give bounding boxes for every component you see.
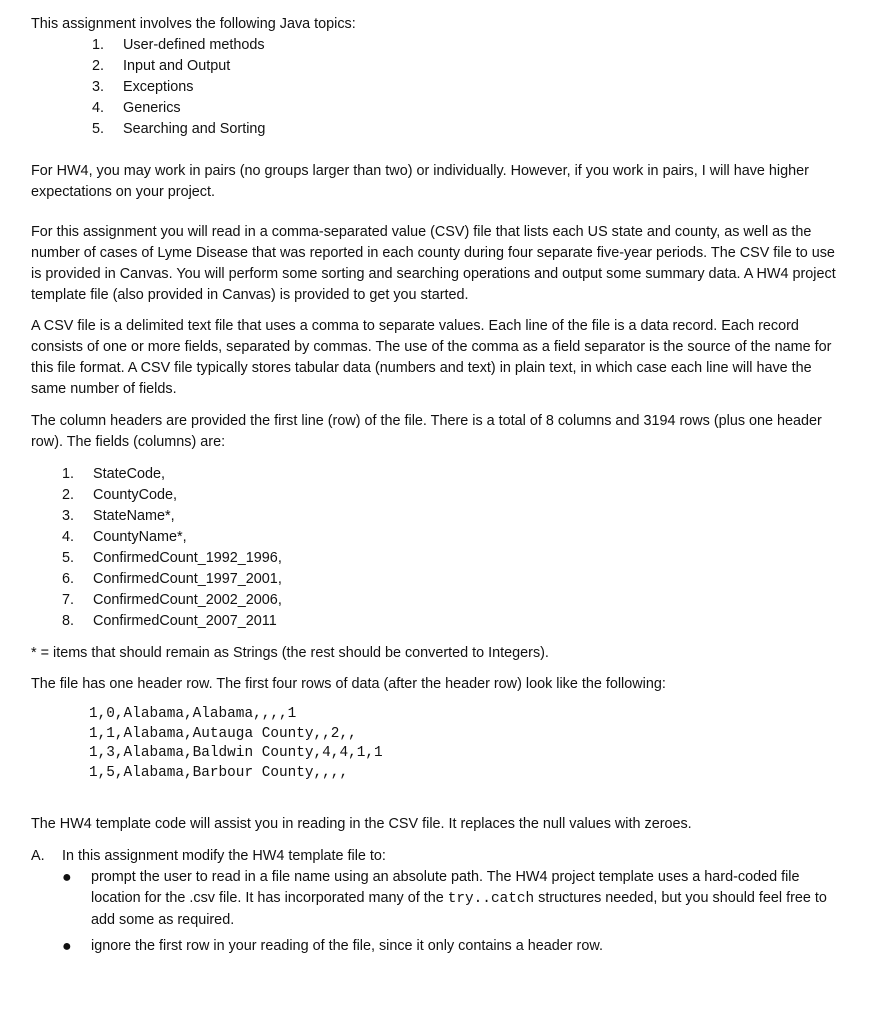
list-item: [62, 548, 848, 569]
list-number: 6.: [62, 571, 75, 587]
field-label: ConfirmedCount_1992_1996,: [93, 550, 282, 566]
field-label: StateName*,: [93, 508, 175, 524]
list-number: 2.: [92, 58, 105, 74]
task-letter: A.: [31, 848, 45, 864]
list-item-label: Generics: [123, 100, 181, 116]
list-item: [92, 119, 848, 140]
strings-note: * = items that should remain as Strings (the rest should be converted to Integers).: [31, 645, 549, 661]
list-number: 8.: [62, 613, 75, 629]
list-number: 5.: [62, 550, 75, 566]
field-label: ConfirmedCount_1997_2001,: [93, 571, 282, 587]
list-item: [62, 569, 848, 590]
field-label: CountyName*,: [93, 529, 187, 545]
header-row-paragraph: The file has one header row. The first four rows of data (after the header row) look like the following:: [31, 676, 666, 692]
sample-data-block: [89, 705, 848, 783]
field-label: StateCode,: [93, 466, 166, 482]
sample-row: 1,3,Alabama,Baldwin County,4,4,1,1: [89, 745, 383, 761]
pairs-paragraph: For HW4, you may work in pairs (no groups larger than two) or individually. However, if you work in pairs, I will have higher expectations on your project.: [31, 163, 809, 200]
list-item: [62, 506, 848, 527]
list-item: [92, 77, 848, 98]
list-number: 3.: [92, 79, 105, 95]
bullet-text: prompt the user to read in a file name using an absolute path. The HW4 project template uses a hard-coded file location for the .csv file. It has incorporated many of the try..catch structures needed, but you should feel free to add some as required.: [91, 869, 827, 928]
list-number: 7.: [62, 592, 75, 608]
list-item: [62, 527, 848, 548]
field-label: CountyCode,: [93, 487, 177, 503]
bullet-icon: ●: [62, 869, 72, 886]
sample-row: 1,0,Alabama,Alabama,,,,1: [89, 706, 297, 722]
list-item: [62, 936, 848, 957]
list-item: [92, 56, 848, 77]
template-paragraph: The HW4 template code will assist you in reading in the CSV file. It replaces the null values with zeroes.: [31, 816, 692, 832]
task-label: In this assignment modify the HW4 template file to:: [62, 848, 386, 864]
inline-code: try..catch: [447, 891, 535, 907]
headers-paragraph: The column headers are provided the first line (row) of the file. There is a total of 8 columns and 3194 rows (plus one header row). The fields (columns) are:: [31, 413, 822, 450]
list-item: [62, 590, 848, 611]
sample-row: 1,5,Alabama,Barbour County,,,,: [89, 764, 349, 781]
list-item: [92, 35, 848, 56]
list-item-label: Exceptions: [123, 79, 194, 95]
list-item: [62, 611, 848, 632]
list-item-label: Input and Output: [123, 58, 231, 74]
list-item-label: User-defined methods: [123, 37, 265, 53]
field-label: ConfirmedCount_2002_2006,: [93, 592, 282, 608]
topics-list: [31, 35, 848, 140]
list-item: [62, 464, 848, 485]
task-a: [31, 846, 848, 867]
task-bullets: [31, 867, 848, 957]
list-item: [62, 867, 848, 931]
bullet-icon: ●: [62, 938, 72, 955]
list-number: 1.: [92, 37, 105, 53]
list-number: 2.: [62, 487, 75, 503]
list-item: [62, 485, 848, 506]
intro-text: This assignment involves the following Java topics:: [31, 16, 356, 32]
list-number: 1.: [62, 466, 75, 482]
list-number: 4.: [92, 100, 105, 116]
bullet-text: ignore the first row in your reading of the file, since it only contains a header row.: [91, 938, 603, 954]
list-item: [92, 98, 848, 119]
list-number: 4.: [62, 529, 75, 545]
list-item-label: Searching and Sorting: [123, 121, 266, 137]
csv-paragraph: For this assignment you will read in a comma-separated value (CSV) file that lists each US state and county, as well as the number of cases of Lyme Disease that was reported in each county during four separate five-year periods. The CSV file to use is provided in Canvas. You will perform some sorting and searching operations and output some summary data. A HW4 project template file (also provided in Canvas) is provided to get you started.: [31, 224, 836, 303]
sample-row: 1,1,Alabama,Autauga County,,2,,: [89, 725, 357, 742]
delimited-paragraph: A CSV file is a delimited text file that uses a comma to separate values. Each line of the file is a data record. Each record consists of one or more fields, separated by commas. The use of the comma as a field separator is the source of the name for this file format. A CSV file typically stores tabular data (numbers and text) in plain text, in which case each line will have the same number of fields.: [31, 318, 832, 397]
fields-list: [31, 464, 848, 632]
list-number: 5.: [92, 121, 105, 137]
list-number: 3.: [62, 508, 75, 524]
field-label: ConfirmedCount_2007_2011: [93, 613, 277, 629]
